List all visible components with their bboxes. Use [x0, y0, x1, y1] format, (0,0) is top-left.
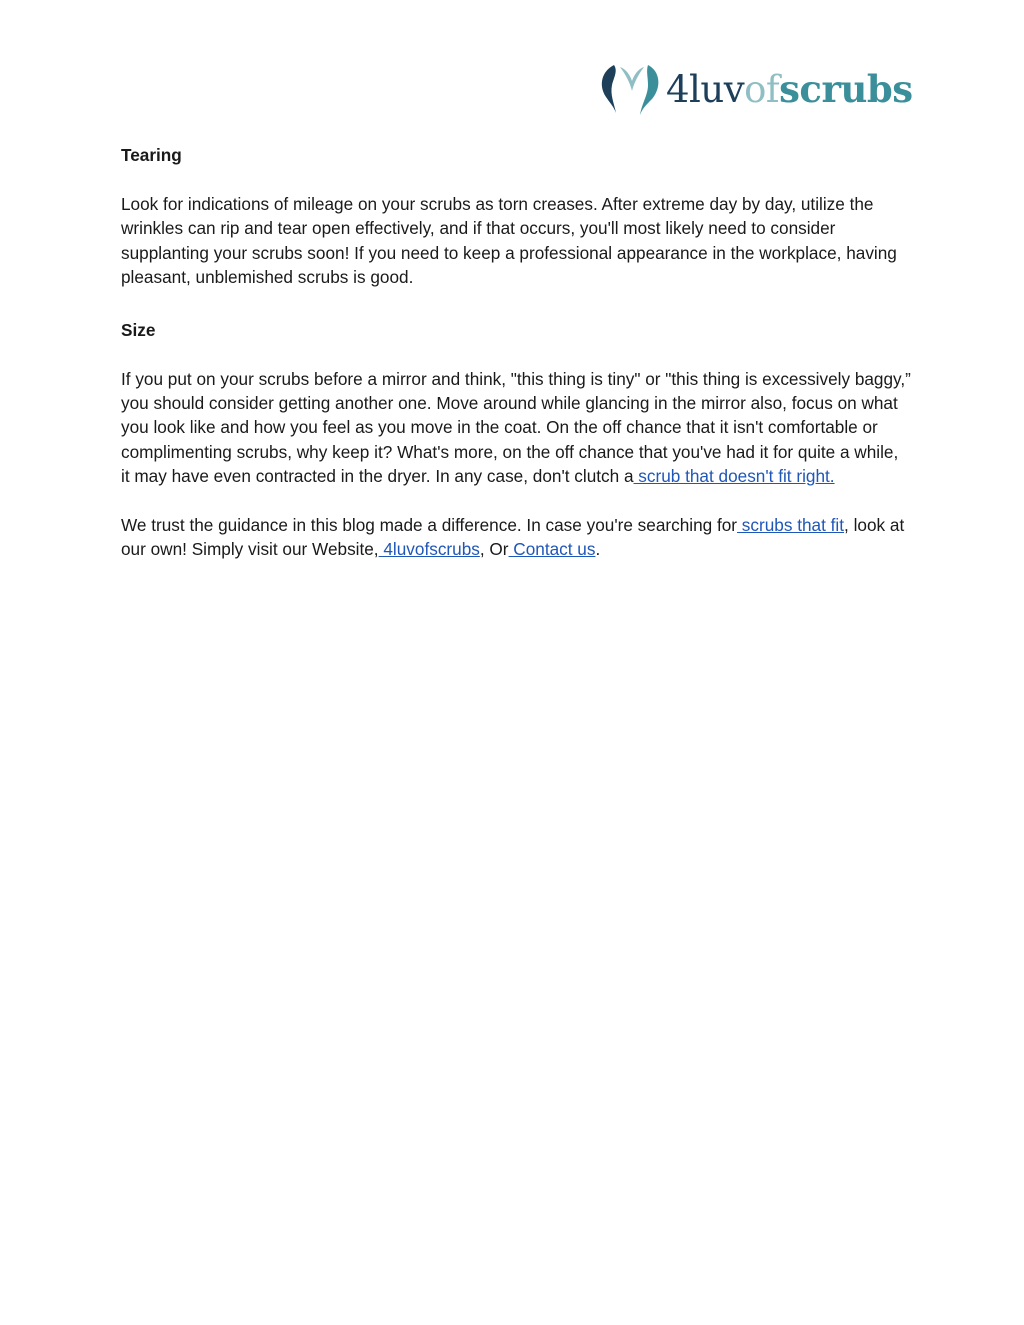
heart-logo-icon: [596, 61, 664, 117]
document-body: [121, 143, 911, 562]
brand-wordmark-part1: 4luv: [666, 67, 745, 111]
contact-us-link[interactable]: Contact us: [508, 539, 596, 560]
brand-wordmark-part3: scrubs: [779, 66, 913, 111]
scrub-fit-link[interactable]: scrub that doesn't fit right.: [633, 466, 835, 487]
size-paragraph-text: If you put on your scrubs before a mirror and think, "this thing is tiny" or "this thing is excessively baggy,” you should consider getting another one. Move around while glancing in the mirror also, focus on what you look like and how you feel as you move in the coat. On the off chance that it isn't comfortable or complimenting scrubs, why keep it? What's more, on the off chance that you've had it for quite a while, it may have even contracted in the dryer. In any case, don't clutch a: [121, 368, 911, 487]
tearing-paragraph: Look for indications of mileage on your scrubs as torn creases. After extreme day by day, utilize the wrinkles can rip and tear open effectively, and if that occurs, you'll most likely need to consider supplanting your scrubs soon! If you need to keep a professional appearance in the workplace, having pleasant, unblemished scrubs is good.: [121, 193, 897, 288]
closing-text-mid: , look at our own! Simply visit our Website,: [121, 515, 905, 560]
website-link[interactable]: 4luvofscrubs: [378, 539, 480, 560]
brand-wordmark: [666, 66, 913, 111]
tearing-heading: Tearing: [121, 145, 182, 165]
brand-logo: [596, 60, 913, 118]
closing-text-or: , Or: [479, 539, 509, 560]
closing-text-start: We trust the guidance in this blog made a difference. In case you're searching for: [121, 515, 738, 536]
size-paragraph: [121, 367, 911, 489]
closing-paragraph: [121, 513, 911, 562]
brand-wordmark-part2: of: [744, 67, 780, 111]
closing-text-end: .: [595, 539, 601, 560]
scrubs-that-fit-link[interactable]: scrubs that fit: [737, 515, 845, 536]
size-heading: Size: [121, 319, 156, 340]
